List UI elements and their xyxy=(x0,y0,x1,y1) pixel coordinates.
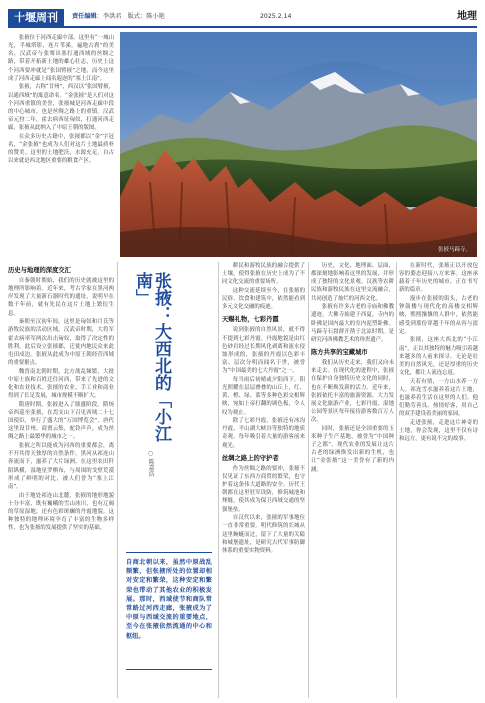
article-column-4 xyxy=(399,262,478,698)
pull-quote: 自商北朝以来，虽然中原战乱频繁，但张掖所处的位置却相对安定和繁荣，这种安定和繁荣也带动了其他农业的积极发展。那时，西域使节和商队常常路过河西走廊，张掖成为了中原与西域交流的重要地点，至今在张掖依然流通的中心和枢纽。 xyxy=(120,552,218,670)
paragraph: 走进张掖，走进这片神奇的土地，你会发现，这里不仅有诗和远方，更有说不完的故事。 xyxy=(399,419,478,443)
paragraph: 天若有情，一方山水养一方人。祁连雪水滋养着这片土地，也滋养着生活在这里的人们。他们勤劳善良、热情好客，用自己的双手建设着美丽的家园。 xyxy=(399,378,478,418)
editor-label: 责任编辑 xyxy=(72,13,97,20)
article-title-block xyxy=(132,272,172,447)
photo-caption: 张掖马蹄寺。 xyxy=(437,247,471,253)
section-heading: 历史与地理的深度交汇 xyxy=(8,267,71,274)
article-photo xyxy=(120,32,477,257)
editor-names: ：李洪君 版式：陈小艳 xyxy=(96,13,165,20)
paragraph: 秦朝至汉初年间，这里是匈奴和月氏等游牧民族的活动区域。汉武帝时期，大将军霍去病率军两次出击匈奴，取得了决定性的胜利，此后设立张掖郡，迁徙内地民众来此屯田戍边。张掖从此成为中原王朝经营西域的重要据点。 xyxy=(8,319,114,367)
paragraph: 张掖，这座大西北的“小江南”，正以其独特的魅力吸引着越来越多的人前来探寻。无论是壮美的自然风光，还是厚重的历史文化，都让人流连忘返。 xyxy=(399,337,478,377)
paragraph: 张掖位于河西走廊中部。这里有“一城山光，半城塔影，连片苇溪，遍地古刹”的美名。汉武帝与张骞出塞打通西域的丝绸之路，带着开拓新土地的雄心壮志，历史上这个河西要冲就是“张国臂掖”之地，而今这里成了河西走廊上闻名遐迩的“塞上江南”。 xyxy=(8,35,114,82)
article-column-3 xyxy=(311,262,394,698)
paragraph: 我们从历史走来，我们又向未来走去。在现代化的进程中，张掖在保护自身独特历史文化的同时，也在不断焕发新的活力。近年来，张掖依托丰富的旅游资源，大力发展文化旅游产业，七彩丹霞、湿地公园等景区每年接待游客数百万人次。 xyxy=(311,360,394,424)
paragraph: 在新时代，张掖正以开放包容的姿态迎接八方来客。这座承载着千年历史的城市，正在书写新的篇章。 xyxy=(399,263,478,294)
paragraph: 张掖之所以能成为河西的重要都会，离不开其得天独厚的自然条件。黑河从祁连山奔流而下，滋养了大片绿洲。在这里农田阡陌纵横，湿地星罗棋布，与周围的戈壁荒漠形成了鲜明的对比，被人们誉为“塞上江南”。 xyxy=(8,443,114,490)
article-column-1 xyxy=(8,34,114,256)
paragraph: 耕民和游牧民族的融合提供了土壤，使得张掖在历史上成为了不同文化交流的重要场所。 xyxy=(222,263,305,286)
column-divider xyxy=(117,262,118,698)
paragraph: 自汉代以来，张掖的军事地位一直非常重要。明代修筑的长城从这里蜿蜒而过，留下了大量的关隘和城堡遗址，是研究古代军事防御体系的重要实物资料。 xyxy=(222,515,305,554)
section-name: 地理 xyxy=(457,11,477,22)
column-divider xyxy=(308,262,309,698)
page-header xyxy=(8,8,477,28)
paragraph: 历史，文化、地理面、层面，都深刻地影响着这里的发展，并形成了独特的文化景观。汉族等农耕民族和游牧民族在这里交流融合，共同创造了灿烂的河西文化。 xyxy=(311,263,394,302)
article-byline: ○ 陈嘉浩 xyxy=(147,450,154,477)
paragraph: 说到张掖的自然风景，就不得不提到七彩丹霞。丹霞地貌是由红色砂岩经过长期风化剥离和流水侵蚀形成的，张掖的丹霞以色彩丰富、层次分明而闻名于世，被誉为“中国最美的七大丹霞”之一。 xyxy=(222,327,305,375)
article-column-1b xyxy=(8,262,114,698)
column-divider xyxy=(218,262,219,698)
article-title: 张掖：大西北的「小江南」 xyxy=(132,272,171,442)
publication-logo: 十堰周刊 xyxy=(8,9,64,26)
paragraph: 自秦朝时期始，我们的历史就被这里的地理所影响着。近年来，考古学家在黑河两岸发现了大量新石器时代的遗址，说明早在数千年前，就有先民在这片土地上繁衍生息。 xyxy=(8,278,114,317)
column-divider xyxy=(396,262,397,698)
paragraph: 隋唐时期，张掖进入了鼎盛阶段。隋炀帝西巡至张掖，在焉支山下召见西域二十七国使臣，举行了盛大的“万国博览会”。唐代这里设甘州，商贾云集，驼铃声声，成为丝绸之路上最繁华的城市之一。 xyxy=(8,401,114,441)
section-heading: 丝绸之路上的守护者 xyxy=(222,454,279,462)
article-column-2 xyxy=(222,262,305,698)
paragraph: 同时，张掖还是全国重要的玉米种子生产基地，被誉为“中国种子之都”。现代农业的发展让这片古老的绿洲焕发出新的生机，也让“金张掖”这一美誉有了新的内涵。 xyxy=(311,425,394,473)
paragraph: 在众多历史古籍中，张掖都以“金”字冠名，“金张掖”也成为人们对这片土地最质朴的赞美。这里的土地肥沃，水源充足，自古以来就是西北地区重要的粮食产区。 xyxy=(8,133,114,165)
paragraph: 每当雨后初晴或夕阳西下，阳光照耀在层层叠叠的山丘上，红、黄、橙、绿、蓝等多种色彩交相辉映，宛如上帝打翻的调色板，令人叹为观止。 xyxy=(222,376,305,416)
paragraph: 漫步在张掖的街头，古老的钟鼓楼与现代化的高楼交相辉映，熙熙攘攘的人群中，依然能感受到那份穿越千年的从容与淡定。 xyxy=(399,296,478,335)
issue-date: 2025.2.14 xyxy=(260,13,292,20)
section-heading: 陈方共享的宝藏城市 xyxy=(311,349,368,357)
editor-credits xyxy=(72,12,165,22)
section-heading: 天赐礼物，七彩丹霞 xyxy=(222,316,279,324)
paragraph: 除了七彩丹霞，张掖还有冰沟丹霞、平山湖大峡谷等独特的地质奇观，每年吸引着大量的游客前来观光。 xyxy=(222,418,305,449)
paragraph: 作为丝绸之路的要冲，张掖不仅见证了东西方商贸的繁荣，也守护着这条伟大道路的安全。历代王朝都在这里驻军设防，修筑城池和烽燧，使其成为保卫西域交通的坚强堡垒。 xyxy=(222,465,305,513)
paragraph: 张掖，古称“甘州”，西汉以“张国臂掖，以通西域”的寓意命名。“金张掖”是人们对这个河西重镇的美誉，张掖城是河西走廊中段的中心城市，也是丝绸之路上的重镇。汉武帝元狩二年，霍去病西征匈奴，打通河西走廊，张掖从此纳入了中原王朝的版图。 xyxy=(8,84,114,132)
mountain-landscape-image xyxy=(120,32,477,257)
paragraph: 张掖有许多古老的寺庙和佛教遗迹。大佛寺始建于西夏，寺内的卧佛是国内最大的室内泥塑卧佛。马蹄寺石窟群开凿于北凉时期，是研究河西佛教艺术的珍贵遗产。 xyxy=(311,304,394,343)
paragraph: 这种交流延续至今，在张掖的民俗、饮食和建筑中，依然能看到多元文化交融的痕迹。 xyxy=(222,287,305,311)
paragraph: 由于地处祁连山北麓，张掖的地形地貌十分丰富，既有巍峨的雪山冰川，也有辽阔的草原湿地，还有色彩斑斓的丹霞地貌。这种独特的地理环境孕育了丰富的生物多样性，也为张掖的发展提供了坚实的基础。 xyxy=(8,492,114,532)
paragraph: 魏晋南北朝时期，北方战乱频繁，大批中原士族和百姓迁往河西，带来了先进的文化和农业技术。张掖的农业、手工业和商业得到了长足发展，城市规模不断扩大。 xyxy=(8,368,114,400)
